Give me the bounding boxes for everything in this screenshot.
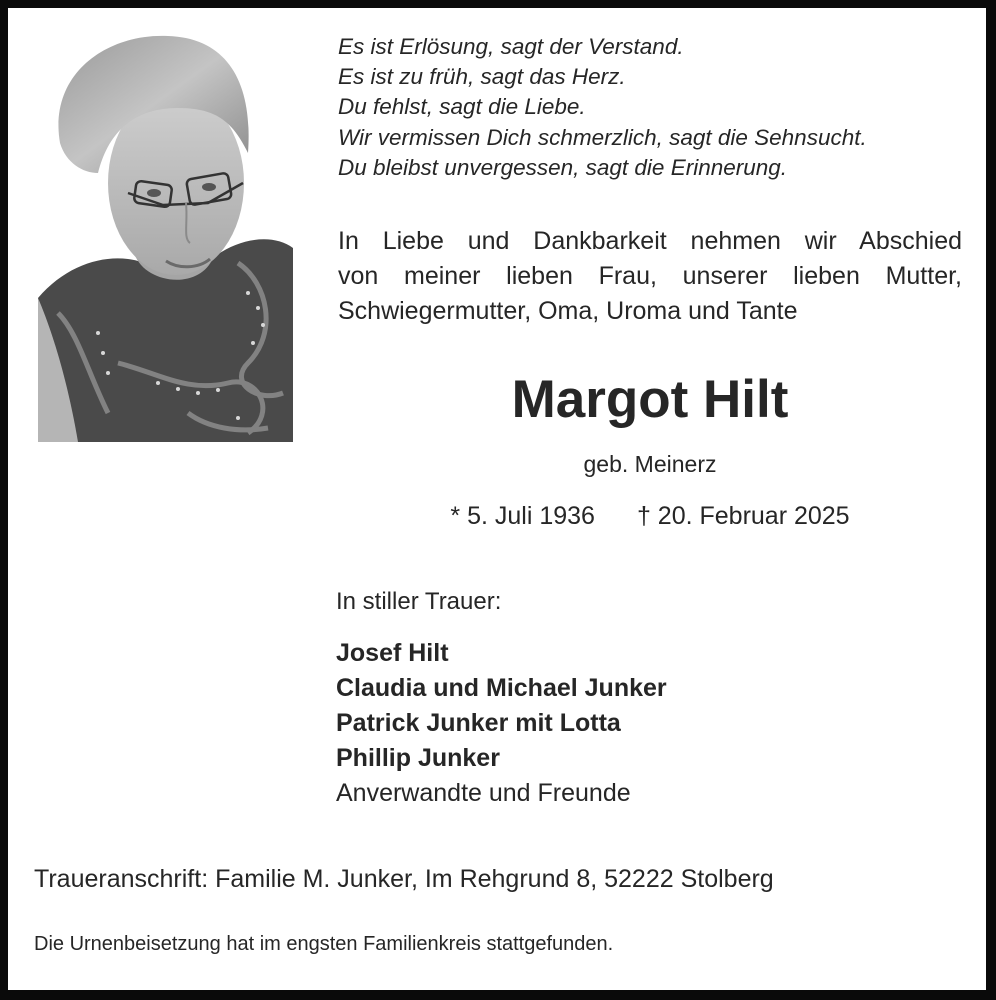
poem-line: Du fehlst, sagt die Liebe. bbox=[338, 94, 586, 120]
poem-line: Es ist zu früh, sagt das Herz. bbox=[338, 64, 626, 90]
farewell-intro bbox=[338, 224, 962, 329]
mourner-others: Anverwandte und Freunde bbox=[336, 779, 631, 807]
poem-line: Du bleibst unvergessen, sagt die Erinnerung. bbox=[338, 154, 788, 180]
poem bbox=[338, 32, 867, 183]
mourners-list bbox=[336, 636, 667, 811]
intro-line: Schwiegermutter, Oma, Uroma und Tante bbox=[338, 297, 798, 325]
intro-line: In Liebe und Dankbarkeit nehmen wir Abschied bbox=[338, 227, 962, 255]
deceased-name: Margot Hilt bbox=[511, 370, 789, 429]
life-dates bbox=[338, 500, 962, 532]
death-date: † 20. Februar 2025 bbox=[636, 502, 850, 530]
mourner-name: Claudia und Michael Junker bbox=[336, 674, 667, 702]
portrait-photo bbox=[38, 33, 293, 442]
mourner-name: Josef Hilt bbox=[336, 639, 449, 667]
mourners-label: In stiller Trauer: bbox=[336, 588, 502, 615]
burial-note: Die Urnenbeisetzung hat im engsten Familienkreis stattgefunden. bbox=[34, 933, 614, 955]
poem-line: Wir vermissen Dich schmerzlich, sagt die Sehnsucht. bbox=[338, 124, 867, 150]
poem-line: Es ist Erlösung, sagt der Verstand. bbox=[338, 34, 684, 59]
mourning-address: Traueranschrift: Familie M. Junker, Im Rehgrund 8, 52222 Stolberg bbox=[34, 865, 774, 893]
mourner-name: Phillip Junker bbox=[336, 744, 500, 772]
birth-date: * 5. Juli 1936 bbox=[450, 502, 595, 530]
maiden-name: geb. Meinerz bbox=[583, 451, 717, 477]
mourner-name: Patrick Junker mit Lotta bbox=[336, 709, 621, 737]
intro-line: von meiner lieben Frau, unserer lieben Mutter, bbox=[338, 262, 962, 290]
